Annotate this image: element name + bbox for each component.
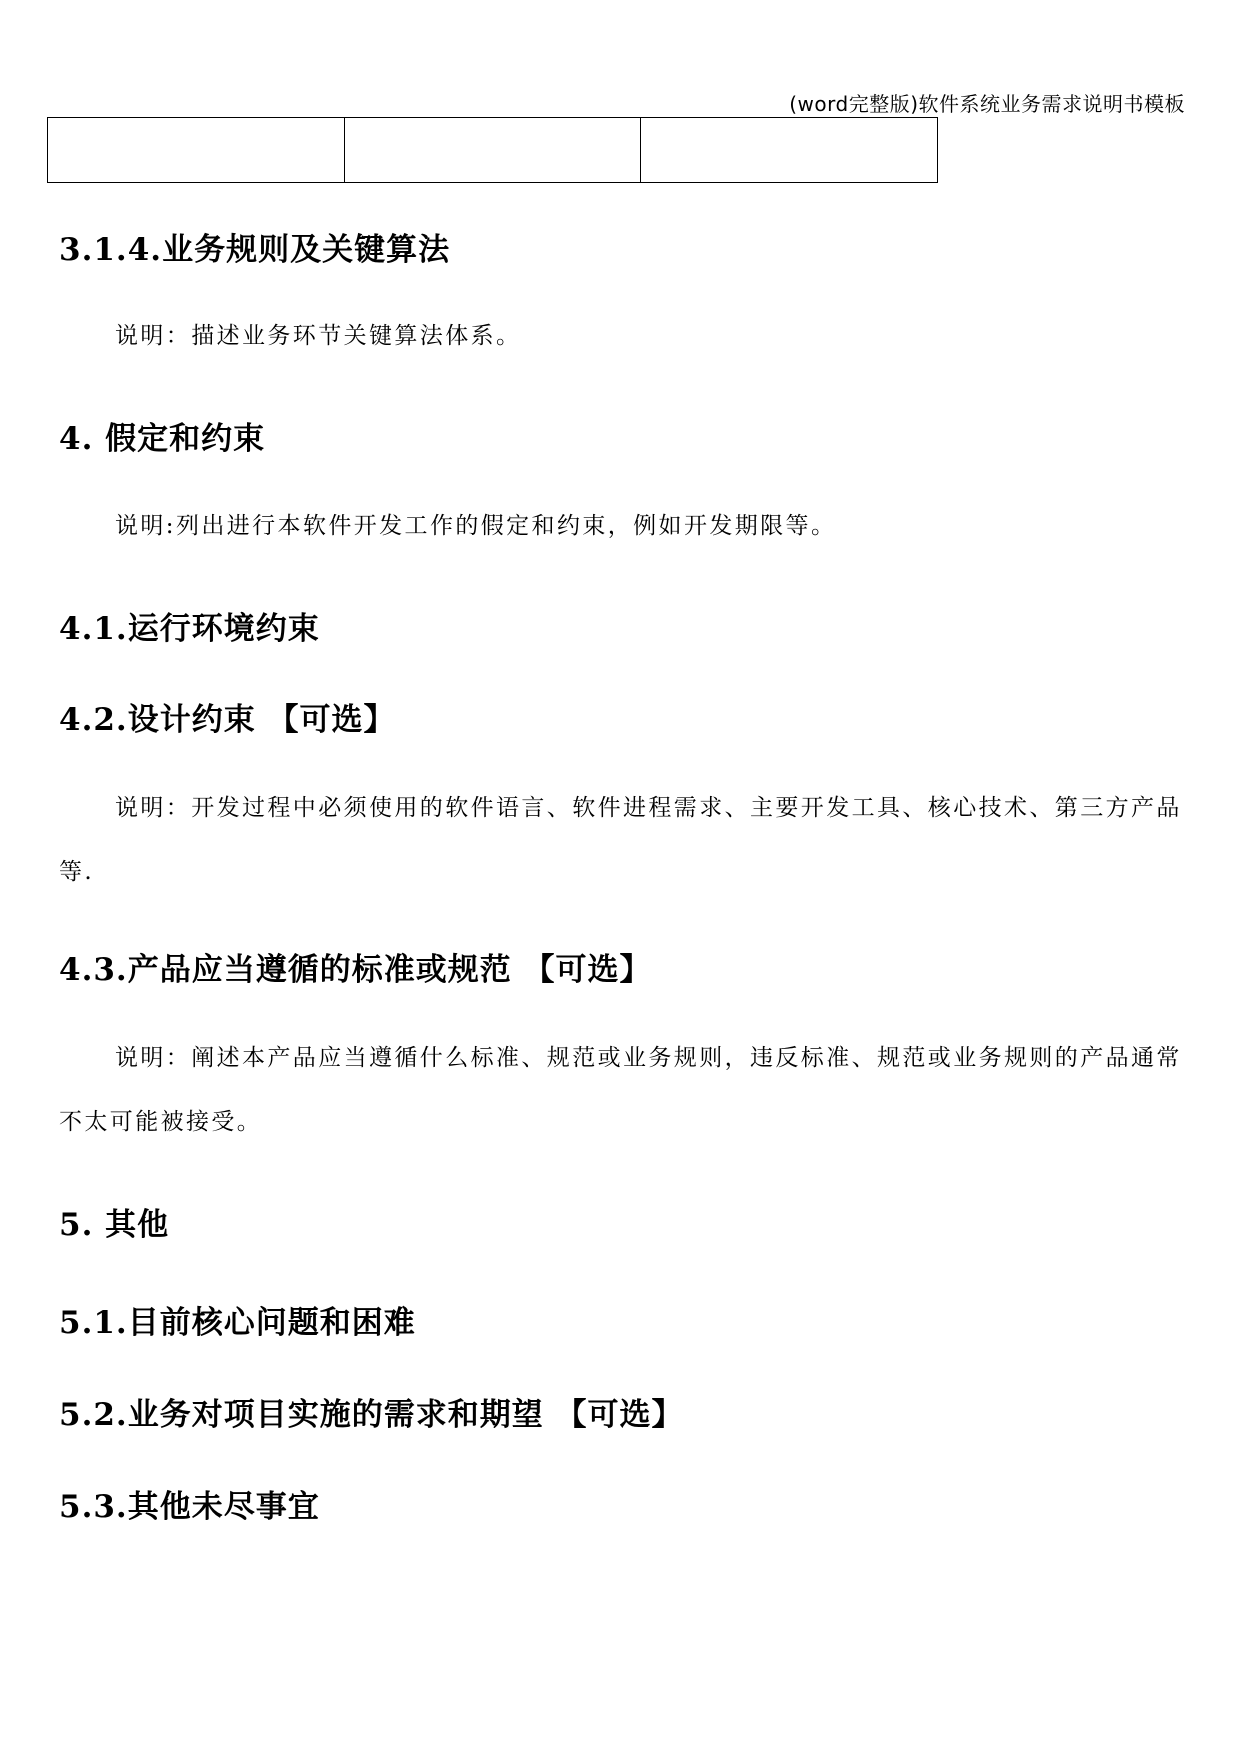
section-heading-4-2: 4.2.设计约束 【可选】 — [59, 702, 396, 738]
section-heading-4-3: 4.3.产品应当遵循的标准或规范 【可选】 — [59, 952, 652, 988]
section-description: 说明:列出进行本软件开发工作的假定和约束，例如开发期限等。 — [115, 513, 837, 539]
section-heading-4: 4. 假定和约束 — [59, 421, 266, 457]
section-description: 说明：开发过程中必须使用的软件语言、软件进程需求、主要开发工具、核心技术、第三方产品等. — [59, 795, 1182, 885]
section-heading-5-2: 5.2.业务对项目实施的需求和期望 【可选】 — [59, 1397, 684, 1433]
section-heading-5-3: 5.3.其他未尽事宜 — [59, 1489, 320, 1525]
section-description: 说明：描述业务环节关键算法体系。 — [115, 323, 522, 349]
section-heading-5-1: 5.1.目前核心问题和困难 — [59, 1305, 416, 1341]
section-heading-4-1: 4.1.运行环境约束 — [59, 611, 320, 647]
section-heading-5: 5. 其他 — [59, 1207, 170, 1243]
table-fragment — [47, 117, 938, 183]
table-cell — [641, 118, 938, 183]
table-cell — [48, 118, 345, 183]
section-heading-3-1-4: 3.1.4.业务规则及关键算法 — [59, 232, 451, 268]
running-header: (word完整版)软件系统业务需求说明书模板 — [789, 92, 1185, 116]
table-cell — [344, 118, 641, 183]
table-row — [48, 118, 938, 183]
section-description: 说明：阐述本产品应当遵循什么标准、规范或业务规则，违反标准、规范或业务规则的产品通常不太可能被接受。 — [59, 1045, 1182, 1135]
